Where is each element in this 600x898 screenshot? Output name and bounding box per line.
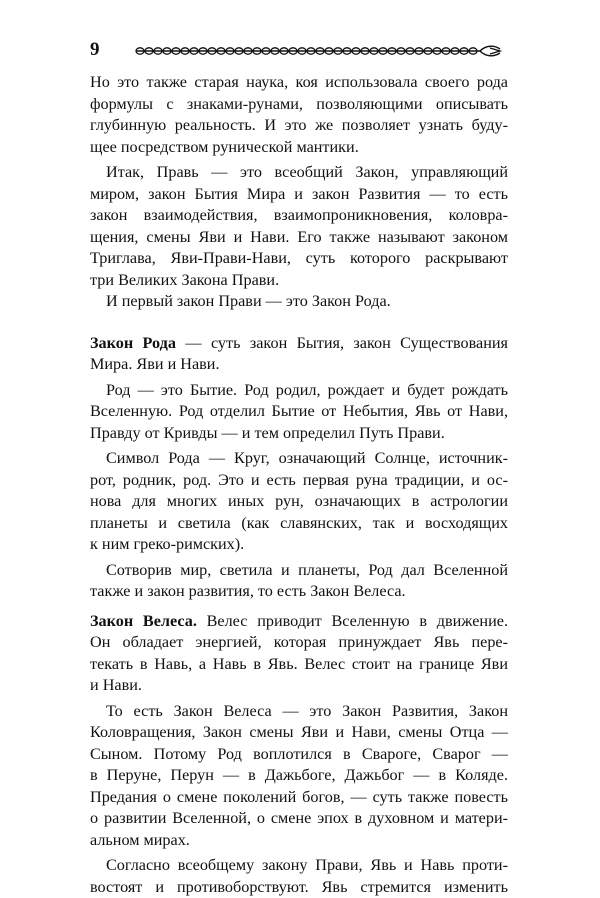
text-line: нова для многих иных рун, означающих в астрологии [90,491,508,513]
text-line: формулы с знаками-рунами, позволяющими описывать [90,94,508,116]
paragraph-5 [90,380,508,445]
text-line: щее посредством рунической мантики. [90,137,508,159]
page-number: 9 [90,40,100,60]
text-line: рот, родник, род. Это и есть первая руна традиции, и ос- [90,470,508,492]
text-line: глубинную реальность. И это же позволяет узнать буду- [90,115,508,137]
paragraph-10 [90,855,508,898]
paragraph-2 [90,162,508,291]
paragraph-law-of-rod [90,333,508,376]
text-line: востоят и противоборствуют. Явь стремится изменить [90,877,508,898]
paragraph-1 [90,72,508,158]
text-line: Правду от Кривды — и тем определил Путь Прави. [90,423,508,445]
text-line: И первый закон Прави — это Закон Рода. [90,291,508,313]
text-line: альном мирах. [90,830,508,852]
text-line: Но это также старая наука, коя использовала своего рода [90,72,508,94]
text-line: Мира. Яви и Нави. [90,354,508,376]
text-line [90,333,508,355]
text-line: Коловращения, Закон смены Яви и Нави, смены Отца — [90,722,508,744]
paragraph-9 [90,701,508,852]
text-line: текать в Навь, а Навь в Явь. Велес стоит на границе Яви [90,654,508,676]
running-header [90,40,510,62]
text-line: закон взаимодействия, взаимопроникновения, коловра- [90,205,508,227]
body-text [90,72,508,898]
text-line: Сыном. Потому Род воплотился в Свароге, Сварог — [90,744,508,766]
text-line: Итак, Правь — это всеобщий Закон, управляющий [90,162,508,184]
text-line: Символ Рода — Круг, означающий Солнце, источник- [90,448,508,470]
text-line: три Великих Закона Прави. [90,270,508,292]
text-line: То есть Закон Велеса — это Закон Развития, Закон [90,701,508,723]
paragraph-law-of-veles [90,611,508,697]
paragraph-6 [90,448,508,556]
text-line: также и закон развития, то есть Закон Велеса. [90,581,508,603]
text-line: Согласно всеобщему закону Прави, Явь и Навь проти- [90,855,508,877]
paragraph-3 [90,291,508,313]
text-line: в Перуне, Перун — в Дажьбоге, Дажьбог — в Коляде. [90,765,508,787]
text-line: планеты и светила (как славянских, так и восходящих [90,513,508,535]
ornamental-rule-icon [134,44,502,58]
text-line: к ним греко-римских). [90,534,508,556]
text-line: Вселенную. Род отделил Бытие от Небытия, Явь от Нави, [90,401,508,423]
text-run: — суть закон Бытия, закон Существования [176,334,508,352]
paragraph-7 [90,560,508,603]
text-line: и Нави. [90,675,508,697]
text-line: Сотворив мир, светила и планеты, Род дал Вселенной [90,560,508,582]
section-heading-law-of-veles: Закон Велеса. [90,612,197,630]
text-line: Предания о смене поколений богов, — суть также повесть [90,787,508,809]
text-line: Триглава, Яви-Прави-Нави, суть которого раскрывают [90,248,508,270]
text-line: миром, закон Бытия Мира и закон Развития — то есть [90,184,508,206]
text-line: о развитии Вселенной, о смене эпох в духовном и матери- [90,808,508,830]
text-line [90,611,508,633]
text-line: Род — это Бытие. Род родил, рождает и будет рождать [90,380,508,402]
section-heading-law-of-rod: Закон Рода [90,334,176,352]
text-line: щения, смены Яви и Нави. Его также называют законом [90,227,508,249]
text-run: Велес приводит Вселенную в движение. [197,612,508,630]
text-line: Он обладает энергией, которая принуждает Явь пере- [90,632,508,654]
